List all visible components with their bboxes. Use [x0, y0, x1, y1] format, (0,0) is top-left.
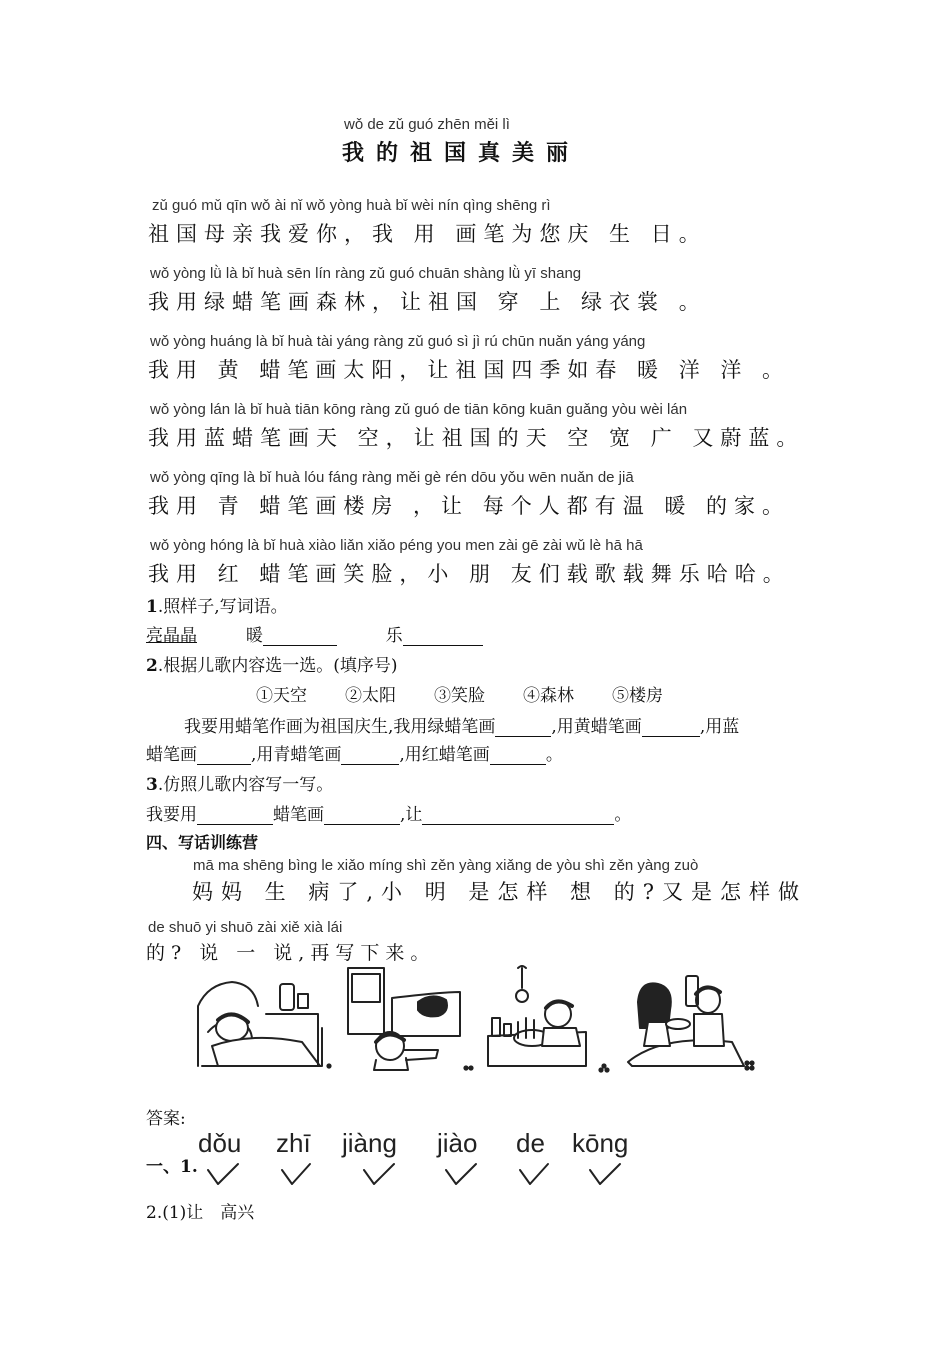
poem-line: 我用 红 蜡笔画笑脸，小 朋 友们载歌载舞乐哈哈。 [148, 562, 791, 586]
answer-pinyin: jiàng [342, 1128, 397, 1158]
poem-pinyin: wǒ yòng qīng là bǐ huà lóu fáng ràng měi gè rén dōu yǒu wēn nuǎn de jiā [150, 469, 634, 486]
mother-sick-in-bed-illustration [198, 982, 322, 1066]
answer-pinyin: kōng [572, 1128, 629, 1158]
poem-line: 我用绿蜡笔画森林，让祖国 穿 上 绿衣裳 。 [148, 290, 707, 314]
answer-blank[interactable] [422, 806, 614, 825]
answer-blank[interactable] [642, 718, 700, 737]
answer-blank[interactable] [341, 746, 399, 765]
section-4-pinyin: mā ma shēng bìng le xiǎo míng shì zěn yàng xiǎng de yòu shì zěn yàng zuò [193, 857, 699, 874]
poem-pinyin: wǒ yòng lán là bǐ huà tiān kōng ràng zǔ guó de tiān kōng kuān guǎng yòu wèi lán [150, 401, 688, 418]
check-icon [364, 1164, 394, 1184]
poem-pinyin: wǒ yòng huáng là bǐ huà tài yáng ràng zǔ guó sì jì rú chūn nuǎn yáng yáng [150, 333, 646, 350]
poem-line: 我用 黄 蜡笔画太阳，让祖国四季如春 暖 洋 洋 。 [148, 358, 791, 382]
question-2-line-2: 蜡笔画 ,用青蜡笔画 ,用红蜡笔画 。 [146, 745, 563, 765]
question-2-line-1: 我要用蜡笔作画为祖国庆生,我用绿蜡笔画 ,用黄蜡笔画 ,用蓝 [184, 717, 740, 737]
answer-blank[interactable] [197, 746, 251, 765]
check-icon [446, 1164, 476, 1184]
answer-blank[interactable] [403, 627, 483, 646]
section-4-heading: 四、写话训练营 [146, 833, 259, 852]
question-3-heading: 3.仿照儿歌内容写一写。 [146, 775, 334, 795]
question-2-heading: 2.根据儿歌内容选一选。(填序号) [146, 656, 398, 676]
section-4-text: 妈妈 生 病了,小 明 是怎样 想 的?又是怎样做 [192, 880, 807, 904]
example-word: 亮晶晶 [146, 626, 197, 646]
section-4-pinyin: de shuō yi shuō zài xiě xià lái [148, 919, 343, 936]
poem-line: 我用 青 蜡笔画楼房 ，让 每个人都有温 暖 的家。 [148, 494, 791, 518]
xiaoming-caring-illustration [628, 976, 744, 1066]
question-2-options: ①天空 ②太阳 ③笑脸 ④森林 ⑤楼房 [256, 686, 663, 706]
answer-pinyin: zhī [276, 1128, 311, 1158]
question-1-body: 亮晶晶 暖 乐 [146, 621, 483, 646]
xiaoming-thinking-illustration [348, 968, 460, 1070]
answer-pinyin: de [516, 1128, 545, 1158]
answers-q2: 2.(1)让 高兴 [146, 1203, 255, 1223]
poem-pinyin: wǒ yòng lǜ là bǐ huà sēn lín ràng zǔ guó chuān shàng lǜ yī shang [150, 265, 582, 282]
answer-blank[interactable] [197, 806, 273, 825]
xiaoming-cooking-illustration [488, 966, 586, 1066]
check-icon [282, 1164, 310, 1184]
answer-pinyin: jiào [437, 1128, 478, 1158]
section-4-text: 的? 说 一 说,再写下来。 [146, 942, 436, 964]
answer-pinyin: dǒu [198, 1128, 242, 1158]
poem-pinyin: zǔ guó mǔ qīn wǒ ài nǐ wǒ yòng huà bǐ wèi nín qìng shēng rì [152, 197, 551, 214]
check-icon [590, 1164, 620, 1184]
answer-blank[interactable] [490, 746, 546, 765]
answers-label: 答案: [146, 1109, 186, 1129]
check-icon [520, 1164, 548, 1184]
answer-blank[interactable] [324, 806, 400, 825]
poem-line: 我用蓝蜡笔画天 空，让祖国的天 空 宽 广 又蔚蓝。 [148, 426, 805, 450]
question-3-body: 我要用 蜡笔画 ,让 。 [146, 805, 632, 825]
answer-blank[interactable] [263, 627, 337, 646]
question-1-heading: 1.照样子,写词语。 [146, 597, 288, 617]
story-illustration-sequence [192, 962, 772, 1074]
answer-blank[interactable] [495, 718, 551, 737]
answers-q1-label: 一、1. [146, 1157, 198, 1177]
check-marks [196, 1160, 636, 1188]
title-pinyin: wǒ de zǔ guó zhēn měi lì [344, 116, 510, 133]
poem-pinyin: wǒ yòng hóng là bǐ huà xiào liǎn xiǎo péng you men zài gē zài wǔ lè hā hā [150, 537, 643, 554]
check-icon [208, 1164, 238, 1184]
poem-line: 祖国母亲我爱你，我 用 画笔为您庆 生 日。 [148, 222, 707, 246]
page-title: 我的祖国真美丽 [342, 140, 581, 166]
